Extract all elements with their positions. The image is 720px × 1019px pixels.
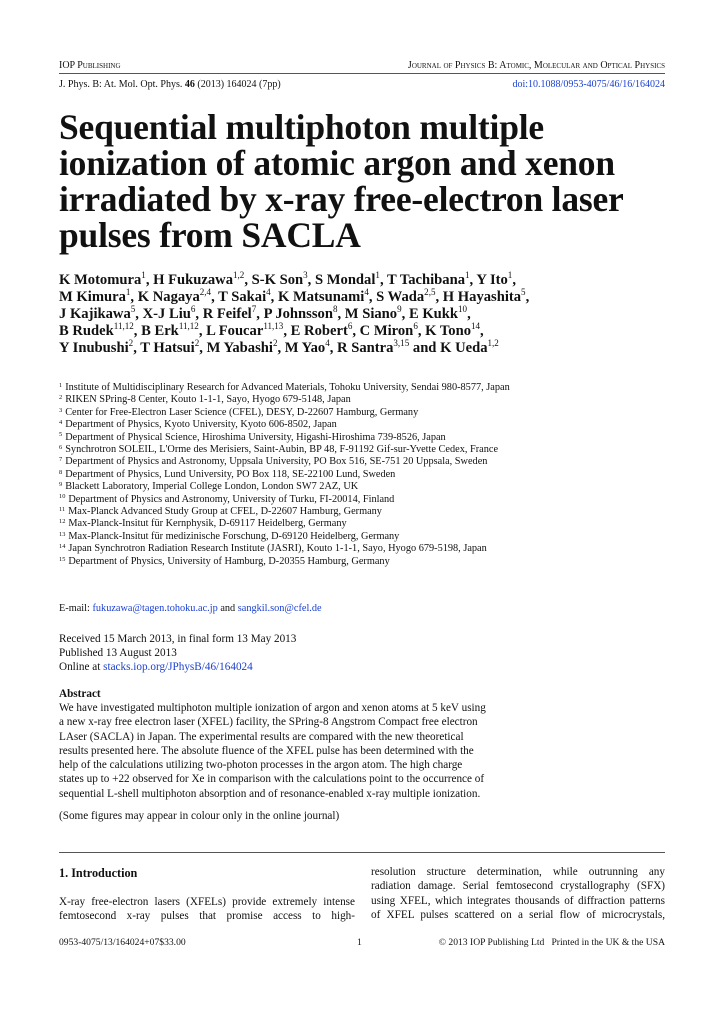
- affiliation-number: 1: [59, 381, 63, 389]
- citation-prefix: J. Phys. B: At. Mol. Opt. Phys.: [59, 79, 185, 90]
- affiliation-number: 15: [59, 555, 66, 563]
- author-name: M Kimura: [59, 289, 126, 305]
- author-affiliation-mark: 4: [325, 338, 330, 349]
- affiliation-number: 7: [59, 456, 63, 464]
- author-affiliation-mark: 6: [347, 321, 353, 332]
- author-name: K Ueda: [440, 340, 488, 356]
- abstract-line: a new x-ray free electron laser (XFEL) facility, the SPring-8 Angstrom Compact free electron: [59, 716, 478, 729]
- abstract-heading: Abstract: [59, 688, 101, 700]
- affiliation-text: Blackett Laboratory, Imperial College London, London SW7 2AZ, UK: [65, 481, 359, 493]
- affiliation-item: [59, 543, 669, 555]
- affiliation-item: [59, 456, 669, 468]
- affiliation-number: 8: [59, 468, 63, 476]
- author-name: T Tachibana: [386, 272, 466, 288]
- affiliation-number: 2: [59, 394, 63, 402]
- affiliation-text: Max-Planck-Insitut für Kernphysik, D-69117 Heidelberg, Germany: [68, 518, 347, 530]
- abstract-body: [59, 701, 519, 801]
- author-affiliation-mark: 1: [375, 270, 380, 281]
- page-number: 1: [357, 937, 362, 948]
- author-name: R Feifel: [202, 306, 252, 322]
- affiliation-item: [59, 407, 669, 419]
- author-affiliation-mark: 8: [332, 304, 338, 315]
- author-list: K Motomura$^1$, H Fukuzawa$^{1,2}$, S-K Son$^3$, S Mondal$^1$, T Tachibana$^1$, Y Ito$^1$, M Kimura$^1$, K Nagaya$^{2,4}$, T Sakai$^4$, K Matsunami$^4$, S Wada$^{2,5}$, H Hayashita$^5$, J Kajikawa$^5$, X-J Liu$^6$, R Feifel$^7$, P Johnsson$^8$, M Siano$^9$, E Kukk$^{10}$, B Rudek$^{11,12}$, B Erk$^{11,12}$, L Foucar$^{11,13}$, E Robert$^6$, C Miron$^6$, K Tono$^{14}$, Y Inubushi$^2$, T Hatsui$^2$, M Yabashi$^2$, M Yao$^4$, R Santra$^{3,15}$ and K Ueda$^{1,2}$: [59, 270, 530, 356]
- online-label: Online at: [59, 661, 104, 673]
- affiliation-number: 6: [59, 443, 63, 451]
- affiliation-item: [59, 556, 669, 568]
- author-affiliation-mark: 1: [507, 270, 513, 281]
- author-affiliation-mark: 7: [251, 304, 257, 315]
- author-name: K Motomura: [59, 272, 142, 288]
- author-name: C Miron: [359, 323, 414, 339]
- author-name: B Rudek: [59, 323, 114, 339]
- author-name: Y Ito: [476, 272, 508, 288]
- affiliation-text: Department of Physics and Astronomy, Uppsala University, PO Box 516, SE-751 20 Uppsala, Sweden: [65, 456, 488, 468]
- published-date: Published 13 August 2013: [59, 647, 177, 659]
- abstract-line: results presented here. The absolute fluence of the XFEL pulse has been determined with the: [59, 744, 474, 757]
- intro-right-line: using XFEL, which integrates thousands of diffraction patterns: [371, 894, 665, 907]
- intro-right-line: of XFEL pulses scattered on a serial flow of microcrystals,: [371, 908, 665, 921]
- affiliation-item: [59, 419, 669, 431]
- affiliation-text: Institute of Multidisciplinary Research for Advanced Materials, Tohoku University, Sendai 980-8577, Japan: [65, 382, 510, 393]
- author-affiliation-mark: 3,15: [393, 338, 410, 349]
- author-name: M Siano: [344, 306, 398, 322]
- author-affiliation-mark: 10: [458, 304, 468, 315]
- author-affiliation-mark: 4: [266, 287, 271, 298]
- author-affiliation-mark: 9: [397, 304, 402, 315]
- affiliation-text: Department of Physics, University of Hamburg, D-20355 Hamburg, Germany: [68, 555, 390, 567]
- author-affiliation-mark: 11,13: [263, 321, 284, 332]
- email-label: E-mail:: [59, 603, 93, 614]
- intro-heading: 1. Introduction: [59, 866, 138, 880]
- abstract-line: We have investigated multiphoton multiple ionization of argon and xenon atoms at 5 keV using: [59, 702, 486, 714]
- journal-name: Journal of Physics B: Atomic, Molecular and Optical Physics: [407, 60, 665, 71]
- online-link[interactable]: stacks.iop.org/JPhysB/46/164024: [103, 661, 253, 673]
- author-affiliation-mark: 1,2: [487, 338, 499, 349]
- section-rule: [59, 852, 665, 853]
- online-line: [59, 660, 296, 674]
- abstract-line: LAser (SACLA) in Japan. The experimental results are compared with the new theoretical: [59, 730, 464, 743]
- affiliation-item: [59, 481, 669, 493]
- intro-left-column: [59, 895, 355, 924]
- intro-left-line: X-ray free-electron lasers (XFELs) provide extremely intense: [59, 896, 355, 908]
- affiliation-text: Department of Physical Science, Hiroshima University, Higashi-Hiroshima 739-8526, Japan: [65, 431, 446, 443]
- affiliation-text: Synchrotron SOLEIL, L'Orme des Merisiers, Saint-Aubin, BP 48, F-91192 Gif-sur-Yvette Cedex, France: [65, 444, 499, 456]
- affiliation-item: [59, 444, 669, 456]
- affiliation-text: Department of Physics, Lund University, PO Box 118, SE-22100 Lund, Sweden: [65, 468, 396, 480]
- author-name: M Yao: [284, 340, 326, 356]
- affiliation-text: Max-Planck Advanced Study Group at CFEL, D-22607 Hamburg, Germany: [68, 506, 382, 518]
- author-name: T Sakai: [218, 289, 267, 305]
- affiliation-item: [59, 518, 669, 530]
- affiliation-list: [59, 382, 669, 568]
- affiliation-text: RIKEN SPring-8 Center, Kouto 1-1-1, Sayo, Hyogo 679-5148, Japan: [65, 394, 351, 406]
- author-affiliation-mark: 4: [364, 287, 369, 298]
- author-name: K Tono: [425, 323, 471, 339]
- author-name: H Hayashita: [442, 289, 522, 305]
- affiliation-number: 4: [59, 419, 63, 427]
- footer-issn: 0953-4075/13/164024+07$33.00: [59, 937, 186, 948]
- affiliation-number: 3: [59, 406, 63, 414]
- affiliation-item: [59, 382, 669, 394]
- affiliation-number: 13: [59, 530, 66, 538]
- author-name: R Santra: [337, 340, 394, 356]
- footer-copyright: © 2013 IOP Publishing Ltd Printed in the UK & the USA: [438, 937, 665, 948]
- author-name: X-J Liu: [142, 306, 191, 322]
- author-name: T Hatsui: [140, 340, 195, 356]
- email-link-1[interactable]: fukuzawa@tagen.tohoku.ac.jp: [92, 603, 218, 614]
- author-name: S Wada: [376, 289, 425, 305]
- intro-right-column: [371, 865, 665, 922]
- affiliation-item: [59, 469, 669, 481]
- author-name: S-K Son: [251, 272, 304, 288]
- affiliation-text: Center for Free-Electron Laser Science (CFEL), DESY, D-22607 Hamburg, Germany: [65, 406, 419, 418]
- author-affiliation-mark: 1,2: [233, 270, 245, 281]
- author-affiliation-mark: 2: [194, 338, 200, 349]
- author-affiliation-mark: 5: [521, 287, 526, 298]
- affiliation-number: 14: [59, 543, 66, 551]
- author-name: H Fukuzawa: [153, 272, 233, 288]
- author-affiliation-mark: 1: [125, 287, 131, 298]
- citation-volume: 46: [184, 79, 195, 90]
- author-affiliation-mark: 1: [141, 270, 146, 281]
- email-link-2[interactable]: sangkil.son@cfel.de: [237, 603, 322, 614]
- paper-title: Sequential multiphoton multiple ionization of atomic argon and xenon irradiated by x-ray free-electron laser pulses from SACLA: [59, 107, 623, 255]
- abstract-line: sequential L-shell multiphoton absorption and of resonance-enabled x-ray multiple ionization.: [59, 787, 481, 800]
- author-affiliation-mark: 11,12: [113, 321, 134, 332]
- author-name: B Erk: [141, 323, 179, 339]
- author-affiliation-mark: 2,4: [199, 287, 212, 298]
- received-date: Received 15 March 2013, in final form 13 May 2013: [59, 633, 297, 645]
- publisher-name: IOP Publishing: [59, 60, 121, 71]
- author-and: and: [412, 340, 437, 356]
- author-affiliation-mark: 11,12: [178, 321, 199, 332]
- author-name: J Kajikawa: [59, 306, 131, 322]
- affiliation-item: [59, 506, 669, 518]
- author-name: K Nagaya: [137, 289, 200, 305]
- affiliation-number: 12: [59, 518, 66, 526]
- author-name: E Robert: [290, 323, 348, 339]
- author-name: E Kukk: [408, 306, 459, 322]
- email-line: [59, 603, 322, 614]
- email-joiner: and: [217, 603, 238, 614]
- affiliation-text: Max-Planck-Insitut für medizinische Forschung, D-69120 Heidelberg, Germany: [68, 530, 400, 542]
- affiliation-item: [59, 531, 669, 543]
- affiliation-item: [59, 432, 669, 444]
- affiliation-text: Department of Physics and Astronomy, University of Turku, FI-20014, Finland: [68, 493, 395, 505]
- citation-suffix: (2013) 164024 (7pp): [194, 79, 281, 90]
- author-name: Y Inubushi: [59, 340, 129, 356]
- affiliation-number: 9: [59, 481, 63, 489]
- affiliation-number: 11: [59, 505, 66, 513]
- affiliation-number: 5: [59, 431, 63, 439]
- author-affiliation-mark: 14: [471, 321, 481, 332]
- author-affiliation-mark: 6: [413, 321, 418, 332]
- affiliation-text: Japan Synchrotron Radiation Research Institute (JASRI), Kouto 1-1-1, Sayo, Hyogo 679-5198, Japan: [68, 543, 487, 555]
- author-affiliation-mark: 2: [272, 338, 278, 349]
- author-affiliation-mark: 6: [190, 304, 196, 315]
- author-affiliation-mark: 3: [303, 270, 308, 281]
- author-name: L Foucar: [206, 323, 264, 339]
- affiliation-item: [59, 494, 669, 506]
- author-affiliation-mark: 1: [465, 270, 470, 281]
- abstract-line: help of the calculations utilizing two-photon processes in the argon atom. The high charge: [59, 759, 463, 772]
- citation: [59, 79, 281, 90]
- intro-right-line: radiation damage. Serial femtosecond crystallography (SFX): [371, 880, 665, 893]
- author-name: S Mondal: [314, 272, 376, 288]
- affiliation-number: 10: [59, 493, 66, 501]
- intro-left-line: femtosecond x-ray pulses that promise access to high-: [59, 910, 355, 923]
- author-affiliation-mark: 2,5: [424, 287, 436, 298]
- affiliation-item: [59, 394, 669, 406]
- header-rule: [59, 73, 665, 74]
- author-name: M Yabashi: [206, 340, 273, 356]
- author-affiliation-mark: 5: [130, 304, 136, 315]
- author-name: P Johnsson: [263, 306, 333, 322]
- author-affiliation-mark: 2: [128, 338, 134, 349]
- affiliation-text: Department of Physics, Kyoto University, Kyoto 606-8502, Japan: [65, 419, 337, 431]
- colour-note: (Some figures may appear in colour only in the online journal): [59, 810, 340, 822]
- publication-dates: [59, 632, 296, 674]
- abstract-line: states up to +22 observed for Xe in comparison with the calculations point to the occurrence of: [59, 773, 485, 786]
- doi-link[interactable]: doi:10.1088/0953-4075/46/16/164024: [512, 79, 665, 90]
- intro-right-line: resolution structure determination, while outrunning any: [371, 866, 665, 878]
- author-name: K Matsunami: [277, 289, 365, 305]
